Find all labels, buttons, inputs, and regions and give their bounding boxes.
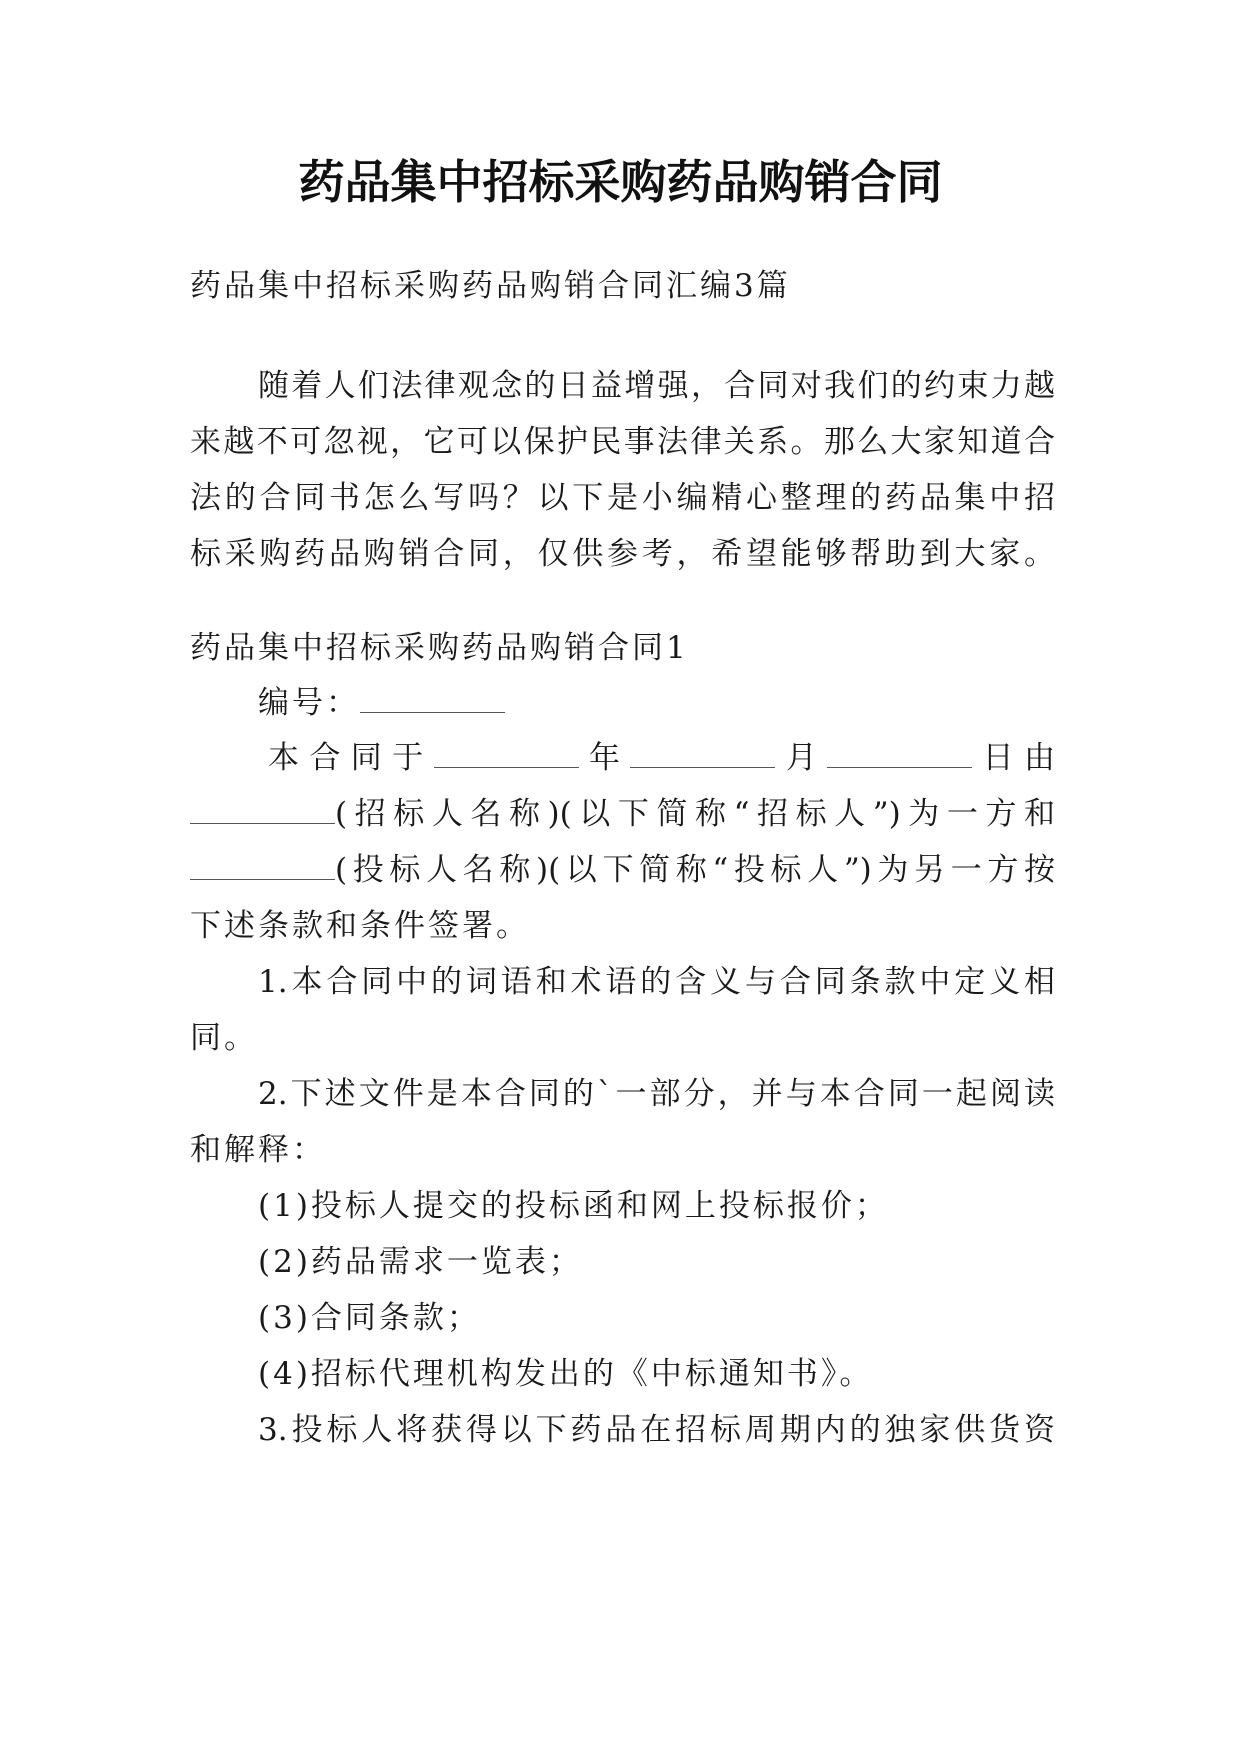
tenderer-clause: (招标人名称)(以下简称“招标人”)为一方和 <box>335 796 1055 832</box>
bidder-clause: (投标人名称)(以下简称“投标人”)为另一方按 <box>335 852 1055 888</box>
opening-line-4: 下述条款和条件签署。 <box>190 908 530 944</box>
list-item-1: (1)投标人提交的投标函和网上投标报价； <box>258 1188 889 1224</box>
opening-year-label: 年 <box>578 740 631 776</box>
month-blank <box>630 739 775 768</box>
clause-1-line-1: 1.本合同中的词语和术语的含义与合同条款中定义相 <box>258 964 1055 1000</box>
clause-2-line-1: 2.下述文件是本合同的`一部分，并与本合同一起阅读 <box>258 1076 1055 1112</box>
contract-number-label: 编号： <box>258 685 360 721</box>
opening-day-label: 日由 <box>972 740 1056 776</box>
intro-line-1: 随着人们法律观念的日益增强，合同对我们的约束力越 <box>258 368 1055 404</box>
clause-2-line-2: 和解释： <box>190 1132 326 1168</box>
list-item-3: (3)合同条款； <box>258 1300 481 1336</box>
bidder-name-blank <box>190 851 335 880</box>
clause-3-line-1: 3.投标人将获得以下药品在招标周期内的独家供货资 <box>258 1412 1055 1448</box>
clause-1-line-2: 同。 <box>190 1020 258 1056</box>
document-title: 药品集中招标采购药品购销合同 <box>298 155 943 209</box>
year-blank <box>434 739 579 768</box>
opening-line-2 <box>190 794 1055 834</box>
list-item-2: (2)药品需求一览表； <box>258 1244 583 1280</box>
day-blank <box>827 739 972 768</box>
intro-line-3: 法的合同书怎么写吗？以下是小编精心整理的药品集中招 <box>190 480 1055 516</box>
intro-line-4: 标采购药品购销合同，仅供参考，希望能够帮助到大家。 <box>190 536 1055 572</box>
opening-line-3 <box>190 850 1055 890</box>
section-heading: 药品集中招标采购药品购销合同1 <box>190 630 689 666</box>
list-item-4: (4)招标代理机构发出的《中标通知书》。 <box>258 1356 874 1392</box>
opening-text: 本合同于 <box>268 740 434 776</box>
contract-number-blank <box>360 684 505 713</box>
document-subtitle: 药品集中招标采购药品购销合同汇编3篇 <box>190 268 791 304</box>
contract-number-row <box>258 683 1055 723</box>
intro-line-2: 来越不可忽视，它可以保护民事法律关系。那么大家知道合 <box>190 424 1055 460</box>
opening-month-label: 月 <box>775 740 828 776</box>
opening-line-1 <box>268 738 1055 778</box>
tenderer-name-blank <box>190 795 335 824</box>
